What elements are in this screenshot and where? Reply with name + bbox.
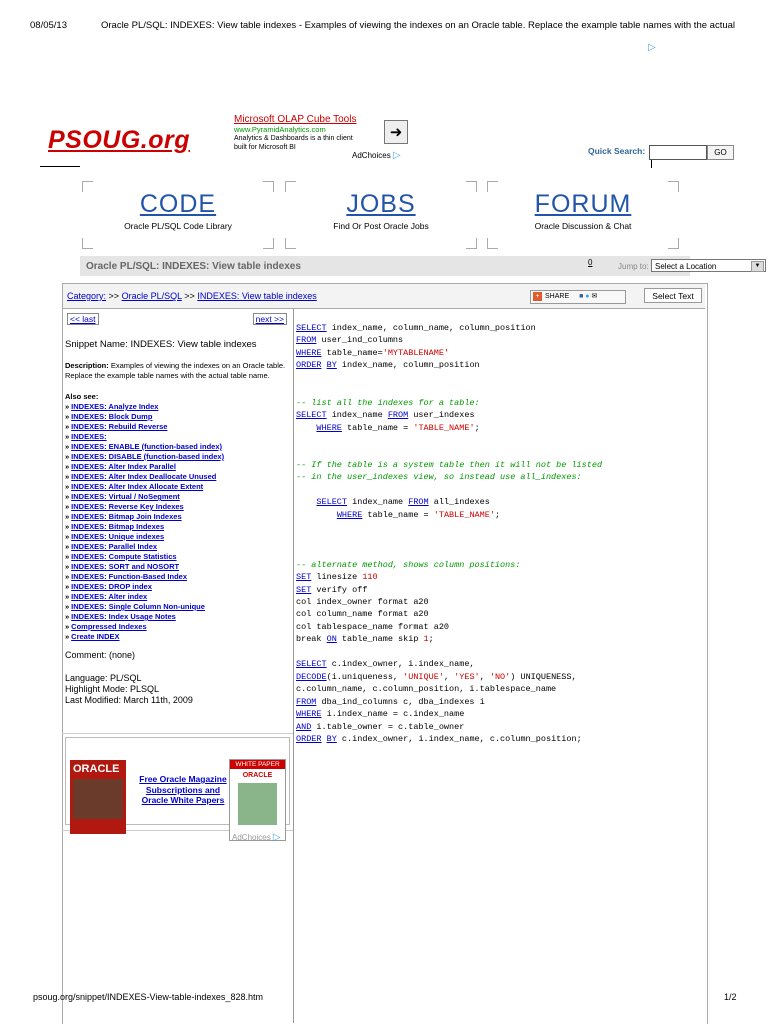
- sql-keyword: SELECT: [316, 497, 348, 508]
- ad-url[interactable]: www.PyramidAnalytics.com: [234, 125, 326, 134]
- quick-search-input[interactable]: [649, 145, 707, 160]
- code-line: break ON table_name skip 1;: [296, 634, 434, 645]
- snippet-modified: Last Modified: March 11th, 2009: [65, 695, 193, 705]
- promo-link[interactable]: Free Oracle Magazine Subscriptions and Oracle White Papers: [139, 774, 227, 805]
- page-title: Oracle PL/SQL: INDEXES: View table indexes: [86, 261, 301, 272]
- code-line: [296, 484, 602, 496]
- sql-keyword: WHERE: [296, 347, 322, 358]
- sql-keyword: BY: [326, 733, 337, 744]
- also-see-link[interactable]: » INDEXES: DROP index: [65, 582, 152, 591]
- jump-to-value: Select a Location: [655, 262, 717, 271]
- code-line: SELECT c.index_owner, i.index_name,: [296, 659, 475, 670]
- also-see-link[interactable]: » INDEXES: Single Column Non-unique: [65, 602, 205, 611]
- sql-keyword: FROM: [296, 696, 317, 707]
- sql-keyword: FROM: [296, 335, 317, 346]
- also-see-link[interactable]: » INDEXES: Bitmap Indexes: [65, 522, 165, 531]
- also-see-link[interactable]: » INDEXES: Virtual / NoSegment: [65, 492, 180, 501]
- oracle-promo[interactable]: [62, 733, 293, 831]
- code-line: SET linesize 110: [296, 572, 378, 583]
- code-line: SELECT index_name, column_name, column_position: [296, 323, 536, 333]
- also-see-link[interactable]: » INDEXES: Bitmap Join Indexes: [65, 512, 182, 521]
- sql-keyword: ORDER: [296, 733, 322, 744]
- column-divider: [293, 309, 294, 1023]
- ad-choices-icon[interactable]: ▷: [648, 42, 656, 53]
- sql-keyword: SELECT: [296, 410, 327, 421]
- print-header: [30, 20, 735, 31]
- nav-forum-title[interactable]: FORUM: [534, 190, 632, 218]
- sql-keyword: DECODE: [296, 671, 327, 682]
- ad-choices-icon: ▷: [392, 150, 401, 161]
- print-page-number: 1/2: [724, 992, 737, 1002]
- sql-keyword: FROM: [387, 410, 409, 421]
- sql-keyword: ORDER: [296, 360, 322, 371]
- also-see-link[interactable]: » INDEXES: Index Usage Notes: [65, 612, 176, 621]
- also-see-link[interactable]: » INDEXES: Block Dump: [65, 412, 153, 421]
- also-see-link[interactable]: » INDEXES: Compute Statistics: [65, 552, 177, 561]
- also-see-link[interactable]: » INDEXES: Analyze Index: [65, 402, 159, 411]
- snippet-description: Description: Examples of viewing the indexes on an Oracle table. Replace the example table names with the actual table name.: [65, 361, 286, 380]
- code-line: -- in the user_indexes view, so instead use all_indexes:: [296, 472, 582, 483]
- next-snippet-button[interactable]: next >>: [253, 313, 287, 325]
- quick-search-label: Quick Search:: [588, 146, 646, 156]
- code-line: WHERE table_name='MYTABLENAME': [296, 347, 450, 358]
- sql-keyword: WHERE: [296, 709, 322, 720]
- code-line: c.column_name, c.column_position, i.tablespace_name: [296, 684, 557, 695]
- text-cursor: [651, 160, 652, 168]
- code-block[interactable]: [296, 322, 602, 745]
- email-icon: ✉: [591, 293, 598, 300]
- nav-code-title[interactable]: CODE: [139, 190, 217, 218]
- site-logo[interactable]: PSOUG.org: [48, 126, 191, 154]
- also-see-link[interactable]: » INDEXES:: [65, 432, 107, 441]
- code-line: col column_name format a20: [296, 609, 429, 620]
- sql-keyword: WHERE: [316, 422, 342, 433]
- also-see-link[interactable]: » INDEXES: Alter index: [65, 592, 148, 601]
- also-see-link[interactable]: » INDEXES: ENABLE (function-based index): [65, 442, 223, 451]
- also-see-link[interactable]: » INDEXES: Alter Index Allocate Extent: [65, 482, 204, 491]
- code-line: col tablespace_name format a20: [296, 621, 450, 632]
- sql-keyword: ON: [326, 634, 337, 645]
- code-line: FROM dba_ind_columns c, dba_indexes i: [296, 696, 485, 707]
- prev-snippet-button[interactable]: << last: [67, 313, 99, 325]
- code-line: col index_owner format a20: [296, 596, 429, 607]
- code-line: [296, 534, 602, 546]
- sql-keyword: BY: [326, 360, 337, 371]
- also-see-link[interactable]: » INDEXES: SORT and NOSORT: [65, 562, 180, 571]
- ad-arrow-button[interactable]: [384, 120, 408, 144]
- code-line: [296, 447, 602, 459]
- ad-title[interactable]: Microsoft OLAP Cube Tools: [234, 114, 357, 125]
- code-line: [296, 372, 602, 384]
- page-title-bar: [80, 256, 761, 276]
- code-line: WHERE i.index_name = c.index_name: [296, 709, 465, 720]
- also-see-link[interactable]: » Create INDEX: [65, 632, 120, 641]
- share-button[interactable]: + SHARE ■ ● ✉: [530, 290, 626, 304]
- nav-jobs-subtitle: Find Or Post Oracle Jobs: [333, 221, 429, 231]
- code-line: -- If the table is a system table then it will not be listed: [296, 459, 603, 470]
- also-see-link[interactable]: » INDEXES: Rebuild Reverse: [65, 422, 168, 431]
- code-line: -- list all the indexes for a table:: [296, 397, 480, 408]
- white-paper-image[interactable]: WHITE PAPER ORACLE: [229, 759, 286, 841]
- promo-box: [65, 737, 290, 825]
- sql-keyword: FROM: [408, 497, 429, 508]
- ad-text: Analytics & Dashboards is a thin client built for Microsoft BI: [234, 135, 353, 151]
- nav-forum[interactable]: [487, 181, 679, 249]
- also-see-link[interactable]: » INDEXES: Unique indexes: [65, 532, 165, 541]
- print-title: Oracle PL/SQL: INDEXES: View table indexes - Examples of viewing the indexes on an Oracle table. Replace the example table names with the actual: [100, 20, 736, 31]
- snippet-language: Language: PL/SQL: [65, 673, 142, 683]
- sql-keyword: WHERE: [336, 509, 363, 520]
- breadcrumb-plsql[interactable]: Oracle PL/SQL: [121, 291, 182, 301]
- breadcrumb: Category: >> Oracle PL/SQL >> INDEXES: View table indexes: [67, 291, 317, 301]
- code-line: AND i.table_owner = c.table_owner: [296, 721, 465, 732]
- sql-keyword: SET: [296, 572, 312, 583]
- sql-keyword: SELECT: [296, 659, 327, 670]
- snippet-highlight: Highlight Mode: PLSQL: [65, 684, 160, 694]
- code-line: ORDER BY c.index_owner, i.index_name, c.column_position;: [296, 733, 582, 744]
- code-line: WHERE table_name = 'TABLE_NAME';: [316, 422, 480, 433]
- twitter-icon: ●: [585, 293, 590, 300]
- nav-jobs-title[interactable]: JOBS: [346, 190, 416, 218]
- also-see-link[interactable]: » Compressed Indexes: [65, 622, 147, 631]
- also-see-link[interactable]: » INDEXES: Alter Index Deallocate Unused: [65, 472, 217, 481]
- snippet-comment: Comment: (none): [65, 650, 136, 660]
- code-line: [296, 521, 602, 533]
- code-line: -- alternate method, shows column positions:: [296, 559, 521, 570]
- code-line: FROM user_ind_columns: [296, 335, 404, 346]
- sql-keyword: SELECT: [296, 323, 327, 333]
- nav-forum-subtitle: Oracle Discussion & Chat: [534, 221, 632, 231]
- nav-code-subtitle: Oracle PL/SQL Code Library: [124, 221, 232, 231]
- code-line: DECODE(i.uniqueness, 'UNIQUE', 'YES', 'NO') UNIQUENESS,: [296, 671, 577, 682]
- code-line: SELECT index_name FROM user_indexes: [296, 410, 475, 421]
- view-count: 0: [588, 258, 593, 267]
- code-line: [296, 646, 602, 658]
- code-line: [296, 546, 602, 558]
- facebook-icon: ■: [579, 293, 584, 300]
- print-footer-url: psoug.org/snippet/INDEXES-View-table-indexes_828.htm: [33, 992, 263, 1002]
- breadcrumb-current[interactable]: INDEXES: View table indexes: [197, 291, 317, 301]
- quick-search-go-button[interactable]: GO: [707, 145, 734, 160]
- logo-underline: [40, 166, 80, 167]
- ad-choices-icon: ▷: [272, 832, 281, 843]
- select-text-button[interactable]: Select Text: [644, 288, 702, 303]
- code-line: ORDER BY index_name, column_position: [296, 360, 480, 371]
- chevron-down-icon[interactable]: ▼: [751, 261, 764, 272]
- snippet-sidebar: [65, 313, 290, 706]
- code-line: [296, 434, 602, 446]
- sql-keyword: AND: [296, 721, 312, 732]
- also-see-link[interactable]: » INDEXES: Function-Based Index: [65, 572, 188, 581]
- also-see-link[interactable]: » INDEXES: Reverse Key Indexes: [65, 502, 184, 511]
- ad-choices-link[interactable]: AdChoices ▷: [352, 150, 401, 161]
- also-see: [65, 392, 290, 642]
- also-see-link[interactable]: » INDEXES: DISABLE (function-based index): [65, 452, 225, 461]
- nav-jobs[interactable]: [285, 181, 477, 249]
- code-line: WHERE table_name = 'TABLE_NAME';: [336, 509, 501, 520]
- also-see-label: Also see:: [65, 392, 99, 401]
- jump-to-label: Jump to:: [618, 262, 649, 271]
- sql-keyword: SET: [296, 584, 312, 595]
- code-line: SET verify off: [296, 584, 368, 595]
- code-line: [296, 384, 602, 396]
- print-date: 08/05/13: [30, 20, 67, 31]
- nav-code[interactable]: [82, 181, 274, 249]
- breadcrumb-category[interactable]: Category:: [67, 291, 107, 301]
- plus-icon: +: [533, 292, 542, 301]
- oracle-magazine-image[interactable]: ORACLE: [70, 760, 126, 834]
- code-line: SELECT index_name FROM all_indexes: [316, 497, 490, 508]
- snippet-name: Snippet Name: INDEXES: View table indexes: [65, 339, 257, 350]
- ad-choices-bottom[interactable]: AdChoices ▷: [232, 832, 281, 843]
- also-see-link[interactable]: » INDEXES: Alter Index Parallel: [65, 462, 176, 471]
- jump-to-select[interactable]: [651, 259, 766, 272]
- also-see-link[interactable]: » INDEXES: Parallel Index: [65, 542, 158, 551]
- arrow-right-icon: ➜: [389, 124, 403, 141]
